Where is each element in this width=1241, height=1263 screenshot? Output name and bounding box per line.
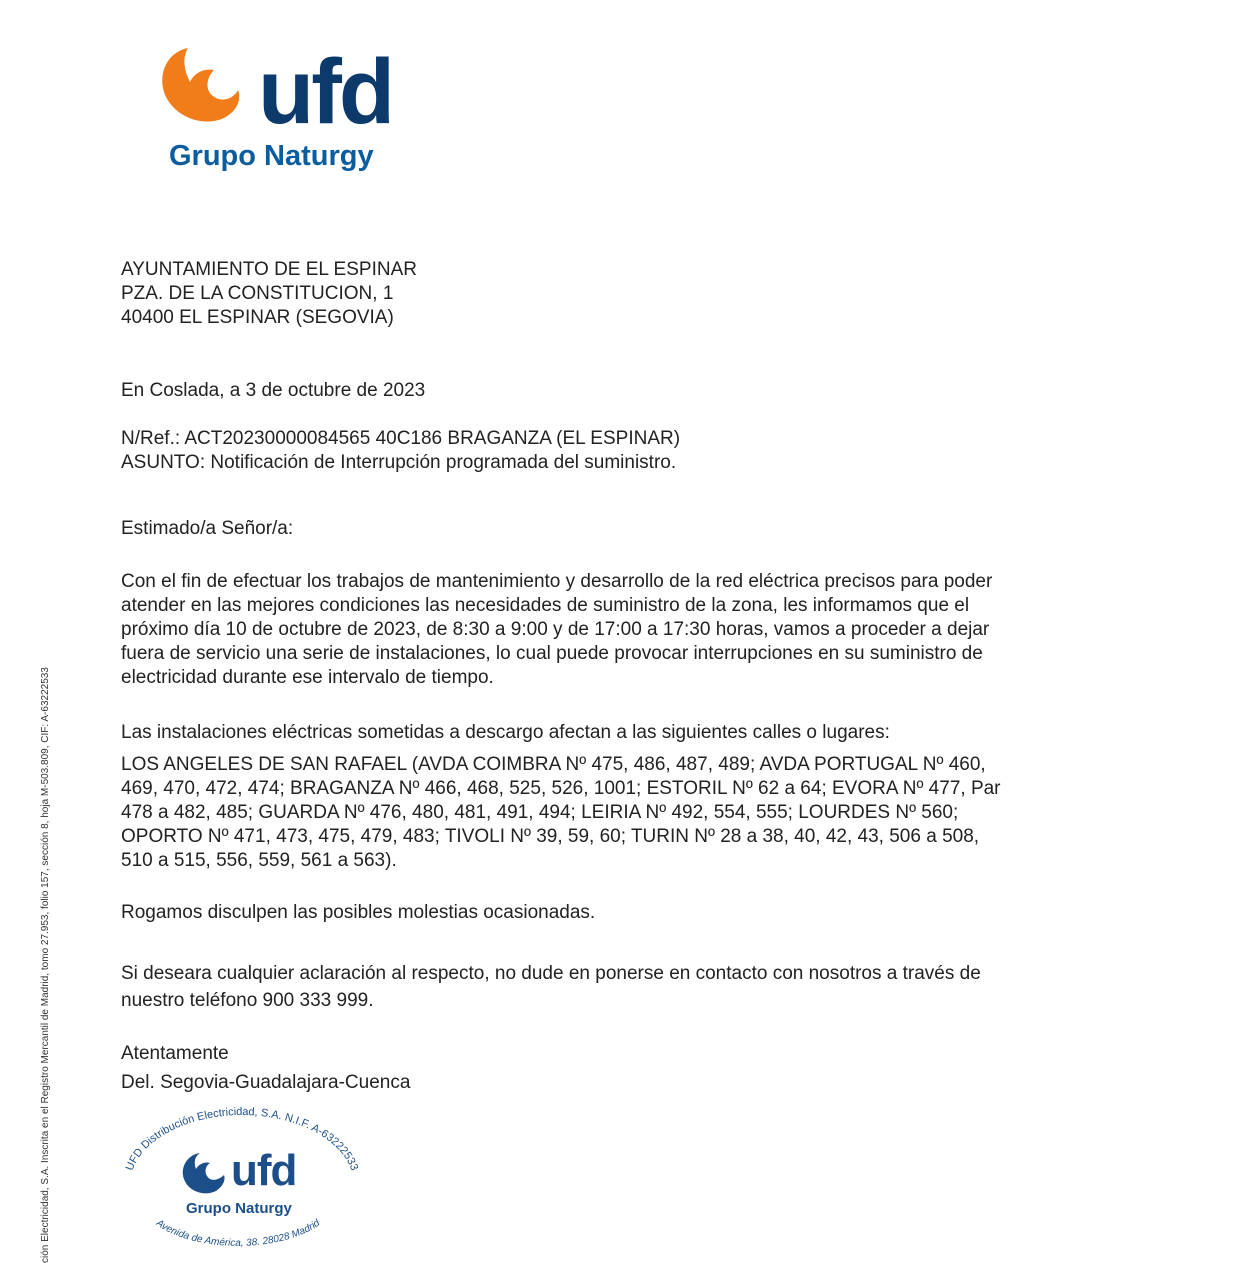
- logo-subtitle: Grupo Naturgy: [169, 140, 374, 172]
- signatory: Del. Segovia-Guadalajara-Cuenca: [121, 1072, 411, 1093]
- paragraph-line: próximo día 10 de octubre de 2023, de 8:30 a 9:00 y de 17:00 a 17:30 horas, vamos a proceder a dejar: [121, 619, 990, 640]
- logo-brand-text: ufd: [258, 41, 393, 143]
- paragraph-line: fuera de servicio una serie de instalaciones, lo cual puede provocar interrupciones en su suministro de: [121, 643, 983, 664]
- paragraph-line: electricidad durante ese intervalo de tiempo.: [121, 667, 494, 688]
- date-line: En Coslada, a 3 de octubre de 2023: [121, 380, 426, 401]
- streets-line: LOS ANGELES DE SAN RAFAEL (AVDA COIMBRA Nº 475, 486, 487, 489; AVDA PORTUGAL Nº 460,: [121, 754, 986, 775]
- paragraph-line: Con el fin de efectuar los trabajos de mantenimiento y desarrollo de la red eléctrica precisos para poder: [121, 571, 993, 592]
- contact-line: nuestro teléfono 900 333 999.: [121, 990, 374, 1011]
- body-paragraph-installations: Las instalaciones eléctricas sometidas a descargo afectan a las siguientes calles o lugares:: [121, 722, 890, 743]
- streets-line: 478 a 482, 485; GUARDA Nº 476, 480, 481, 491, 494; LEIRIA Nº 492, 554, 555; LOURDES Nº 560;: [121, 802, 959, 823]
- seal-bottom-text: Avenida de América, 38. 28028 Madrid: [154, 1217, 322, 1249]
- svg-text:Avenida de América, 38. 28028: [153, 1217, 322, 1249]
- salutation: Atentamente: [121, 1043, 229, 1064]
- body-paragraph-intro: [121, 570, 1121, 690]
- reference-block: [121, 427, 680, 475]
- streets-line: 510 a 515, 556, 559, 561 a 563).: [121, 850, 397, 871]
- streets-line: OPORTO Nº 471, 473, 475, 479, 483; TIVOLI Nº 39, 59, 60; TURIN Nº 28 a 38, 40, 42, 43, 506 a 508,: [121, 826, 980, 847]
- streets-line: 469, 470, 472, 474; BRAGANZA Nº 466, 468, 525, 526, 1001; ESTORIL Nº 62 a 64; EVORA Nº 477, Par: [121, 778, 1001, 799]
- seal-top-text: UFD Distribución Electricidad, S.A. N.I.F. A-63222533: [123, 1105, 361, 1173]
- seal-subtitle: Grupo Naturgy: [186, 1200, 292, 1217]
- paragraph-line: atender en las mejores condiciones las necesidades de suministro de la zona, les informamos que el: [121, 595, 970, 616]
- reference-number: N/Ref.: ACT20230000084565 40C186 BRAGANZA (EL ESPINAR): [121, 428, 681, 449]
- affected-streets-list: [121, 753, 1121, 873]
- company-seal: [118, 1105, 363, 1260]
- recipient-line: 40400 EL ESPINAR (SEGOVIA): [121, 307, 394, 328]
- subject-line: ASUNTO: Notificación de Interrupción programada del suministro.: [121, 452, 677, 473]
- greeting: Estimado/a Señor/a:: [121, 518, 294, 539]
- recipient-line: AYUNTAMIENTO DE EL ESPINAR: [121, 259, 417, 280]
- recipient-address: [121, 258, 417, 330]
- seal-brand-text: ufd: [231, 1146, 297, 1195]
- contact-paragraph: [121, 962, 981, 1013]
- ufd-logo: [150, 38, 393, 183]
- contact-line: Si deseara cualquier aclaración al respecto, no dude en ponerse en contacto con nosotros a través de: [121, 963, 981, 984]
- closing-block: [121, 1042, 410, 1095]
- recipient-line: PZA. DE LA CONSTITUCION, 1: [121, 283, 394, 304]
- registry-note: ción Electricidad, S.A. Inscrita en el Registro Mercantil de Madrid, tomo 27.953, folio 157, sección 8, hoja M-503.809, CIF: A-63222533: [40, 667, 51, 1263]
- apology-paragraph: Rogamos disculpen las posibles molestias ocasionadas.: [121, 902, 596, 923]
